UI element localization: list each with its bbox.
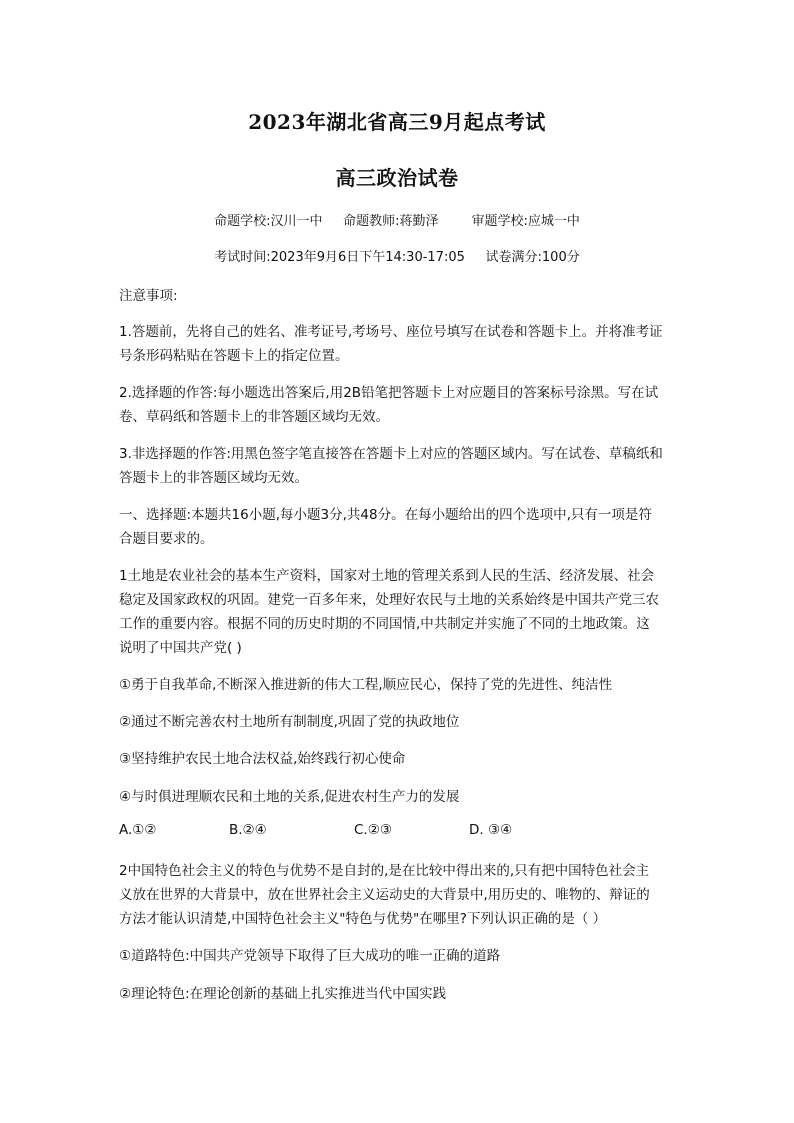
section-intro-line-2: 合题目要求的。 xyxy=(119,531,214,547)
exam-time-line: 考试时间:2023年9月6日下午14:30-17:05 试卷满分:100分 xyxy=(214,250,580,265)
notice-item-2-line-2: 卷、草码纸和答题卡上的非答题区域均无效。 xyxy=(119,409,389,425)
q1-stem-line-4: 说明了中国共产党( ) xyxy=(119,640,242,656)
q2-stem-line-1: 2中国特色社会主义的特色与优势不是自封的,是在比较中得出来的,只有把中国特色社会主 xyxy=(119,863,650,879)
section-intro-line-1: 一、选择题:本题共16小题,每小题3分,共48分。在每小题给出的四个选项中,只有一项是符 xyxy=(119,507,652,523)
notice-item-3-line-2: 答题卡上的非答题区域均无效。 xyxy=(119,470,308,486)
q1-item-4: ④与时俱进理顺农民和土地的关系,促进农村生产力的发展 xyxy=(119,789,460,805)
q1-stem-line-3: 工作的重要内容。根据不同的历史时期的不同国情,中共制定并实施了不同的土地政策。这 xyxy=(119,616,650,632)
q2-stem-line-2: 义放在世界的大背景中，放在世界社会主义运动史的大背景中,用历史的、唯物的、辩证的 xyxy=(119,887,650,903)
setters-line: 命题学校:汉川一中 命题教师:蒋勤泽 审题学校:应城一中 xyxy=(214,214,580,229)
exam-title: 2023年湖北省高三9月起点考试 xyxy=(248,110,546,134)
q1-option-b: B.②④ xyxy=(229,822,267,838)
q1-item-1: ①勇于自我革命,不断深入推进新的伟大工程,顺应民心，保持了党的先进性、纯洁性 xyxy=(119,677,613,693)
q1-item-3: ③坚持维护农民土地合法权益,始终践行初心使命 xyxy=(119,751,406,767)
notice-item-2-line-1: 2.选择题的作答:每小题选出答案后,用2B铅笔把答题卡上对应题目的答案标号涂黑。写在试 xyxy=(119,385,659,401)
q1-option-a: A.①② xyxy=(119,822,157,838)
notice-heading: 注意事项: xyxy=(119,288,178,304)
q1-option-c: C.②③ xyxy=(354,822,392,838)
notice-item-1-line-2: 号条形码粘贴在答题卡上的指定位置。 xyxy=(119,348,349,364)
notice-item-1-line-1: 1.答题前，先将自己的姓名、准考证号,考场号、座位号填写在试卷和答题卡上。并将准考证 xyxy=(119,324,663,340)
q1-stem-line-1: 1土地是农业社会的基本生产资料，国家对土地的管理关系到人民的生活、经济发展、社会 xyxy=(119,568,655,584)
q1-item-2: ②通过不断完善农村土地所有制制度,巩固了党的执政地位 xyxy=(119,714,460,730)
q2-stem-line-3: 方法才能认识清楚,中国特色社会主义"特色与优势"在哪里?下列认识正确的是（ ） xyxy=(119,911,607,927)
notice-item-3-line-1: 3.非选择题的作答:用黑色签字笔直接答在答题卡上对应的答题区域内。写在试卷、草稿纸和 xyxy=(119,446,663,462)
exam-subtitle: 高三政治试卷 xyxy=(335,166,459,190)
q1-option-d: D. ③④ xyxy=(469,822,513,838)
q1-options xyxy=(119,822,679,846)
q1-stem-line-2: 稳定及国家政权的巩固。建党一百多年来，处理好农民与土地的关系始终是中国共产党三农 xyxy=(119,592,659,608)
q2-item-2: ②理论特色:在理论创新的基础上扎实推进当代中国实践 xyxy=(119,986,447,1002)
q2-item-1: ①道路特色:中国共产党领导下取得了巨大成功的唯一正确的道路 xyxy=(119,948,501,964)
